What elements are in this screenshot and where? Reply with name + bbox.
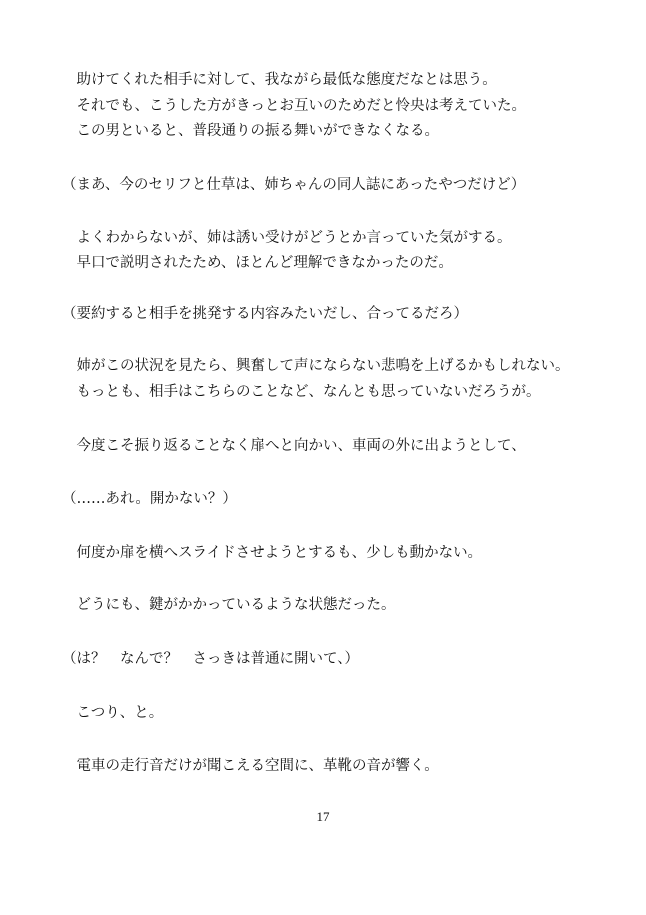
text-line: よくわからないが、姉は誘い受けがどうとか言っていた気がする。 — [62, 230, 512, 246]
text-line: （要約すると相手を挑発する内容みたいだし、合ってるだろ） — [62, 306, 468, 322]
text-line: こつり、と。 — [62, 705, 164, 721]
text-line: （まあ、今のセリフと仕草は、姉ちゃんの同人誌にあったやつだけど） — [62, 177, 526, 193]
text-line: 電車の走行音だけが聞こえる空間に、革靴の音が響く。 — [62, 758, 439, 774]
text-line: もっとも、相手はこちらのことなど、なんとも思っていないだろうが。 — [62, 384, 541, 400]
text-line: この男といると、普段通りの振る舞いができなくなる。 — [62, 123, 439, 139]
text-line: 早口で説明されたため、ほとんど理解できなかったのだ。 — [62, 255, 453, 271]
text-line: それでも、こうした方がきっとお互いのためだと怜央は考えていた。 — [62, 98, 526, 114]
text-line: 今度こそ振り返ることなく扉へと向かい、車両の外に出ようとして、 — [62, 438, 526, 454]
page-number: 17 — [316, 809, 330, 824]
text-line: （は？ なんで？ さっきは普通に開いて、） — [62, 651, 359, 667]
text-line: （……あれ。開かない？） — [62, 491, 237, 507]
text-line: 何度か扉を横へスライドさせようとするも、少しも動かない。 — [62, 545, 483, 561]
text-line: どうにも、鍵がかかっているような状態だった。 — [62, 597, 396, 613]
text-line: 助けてくれた相手に対して、我ながら最低な態度だなとは思う。 — [62, 72, 497, 88]
text-line: 姉がこの状況を見たら、興奮して声にならない悲鳴を上げるかもしれない。 — [62, 358, 570, 374]
